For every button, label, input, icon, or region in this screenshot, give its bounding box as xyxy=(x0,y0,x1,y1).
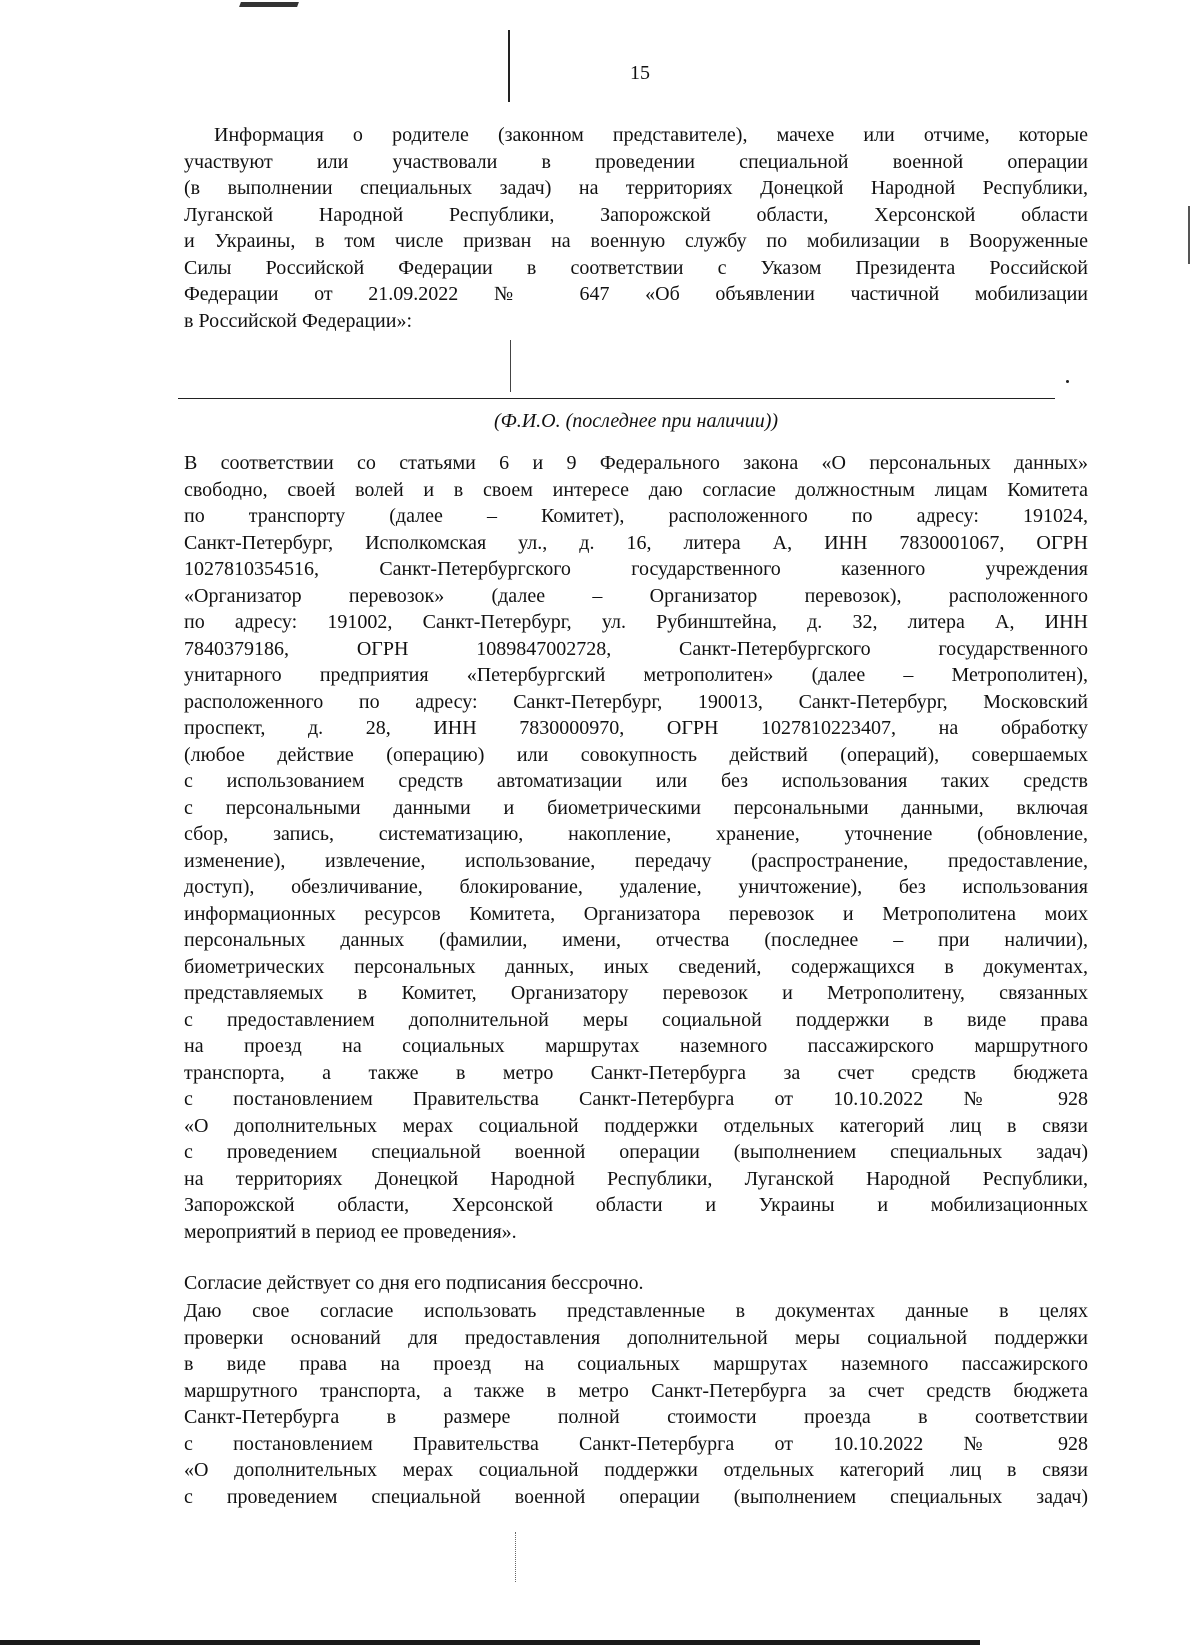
text-line: «О дополнительных мерах социальной поддержки отдельных категорий лиц в связи xyxy=(184,1459,1088,1481)
text-line: информационных ресурсов Комитета, Организатора перевозок и Метрополитена моих xyxy=(184,902,1088,925)
text-line: с проведением специальной военной операции (выполнением специальных задач) xyxy=(184,1485,1088,1508)
page-number: 15 xyxy=(630,62,650,84)
text-line: Силы Российской Федерации в соответствии с Указом Президента Российской xyxy=(184,256,1088,279)
text-line: биометрических персональных данных, иных сведений, содержащихся в документах, xyxy=(184,955,1088,978)
text-line: проверки оснований для предоставления дополнительной меры социальной поддержки xyxy=(184,1326,1088,1349)
scan-line xyxy=(508,30,510,102)
intro-paragraph xyxy=(184,122,1088,334)
text-line: проспект, д. 28, ИНН 7830000970, ОГРН 1027810223407, на обработку xyxy=(184,717,1088,739)
text-line: изменение), извлечение, использование, передачу (распространение, предоставление, xyxy=(184,849,1088,872)
scan-edge xyxy=(0,1640,980,1645)
text-line: (в выполнении специальных задач) на территориях Донецкой Народной Республики, xyxy=(184,177,1088,199)
text-line: (любое действие (операцию) или совокупность действий (операций), совершаемых xyxy=(184,743,1088,766)
text-line: с предоставлением дополнительной меры социальной поддержки в виде права xyxy=(184,1008,1088,1031)
text-line: с использованием средств автоматизации или без использования таких средств xyxy=(184,770,1088,792)
scan-artifact xyxy=(239,2,299,7)
text-line: 7840379186, ОГРН 1089847002728, Санкт-Петербургского государственного xyxy=(184,637,1088,660)
text-line: Даю свое согласие использовать представленные в документах данные в целях xyxy=(184,1300,1088,1322)
text-line: участвуют или участвовали в проведении специальной военной операции xyxy=(184,150,1088,173)
text-line: с проведением специальной военной операции (выполнением специальных задач) xyxy=(184,1141,1088,1163)
text-line: расположенного по адресу: Санкт-Петербург, 190013, Санкт-Петербург, Московский xyxy=(184,690,1088,713)
text-line: унитарного предприятия «Петербургский метрополитен» (далее – Метрополитен), xyxy=(184,664,1088,686)
text-line: Информация о родителе (законном представителе), мачехе или отчиме, которые xyxy=(214,124,1088,146)
text-line: Санкт-Петербурга в размере полной стоимости проезда в соответствии xyxy=(184,1406,1088,1428)
text-line: с персональными данными и биометрическими персональными данными, включая xyxy=(184,796,1088,819)
text-line: Федерации от 21.09.2022 № 647 «Об объявлении частичной мобилизации xyxy=(184,283,1088,305)
text-line: Согласие действует со дня его подписания бессрочно. xyxy=(184,1272,644,1294)
text-line: в виде права на проезд на социальных маршрутах наземного пассажирского xyxy=(184,1353,1088,1375)
signature-line xyxy=(178,398,1055,399)
text-line: маршрутного транспорта, а также в метро Санкт-Петербурга за счет средств бюджета xyxy=(184,1379,1088,1402)
text-line: Луганской Народной Республики, Запорожской области, Херсонской области xyxy=(184,203,1088,226)
text-line: «Организатор перевозок» (далее – Организатор перевозок), расположенного xyxy=(184,584,1088,607)
text-line: транспорта, а также в метро Санкт-Петербурга за счет средств бюджета xyxy=(184,1061,1088,1084)
validity-paragraph xyxy=(184,1270,1088,1297)
text-line: по адресу: 191002, Санкт-Петербург, ул. Рубинштейна, д. 32, литера А, ИНН xyxy=(184,611,1088,633)
text-line: на территориях Донецкой Народной Республики, Луганской Народной Республики, xyxy=(184,1167,1088,1190)
signature-caption: (Ф.И.О. (последнее при наличии)) xyxy=(493,410,779,432)
text-line: сбор, запись, систематизацию, накопление, хранение, уточнение (обновление, xyxy=(184,823,1088,845)
text-line: персональных данных (фамилии, имени, отчества (последнее – при наличии), xyxy=(184,929,1088,951)
text-line: доступ), обезличивание, блокирование, удаление, уничтожение), без использования xyxy=(184,876,1088,898)
usage-paragraph xyxy=(184,1298,1088,1510)
scan-line xyxy=(515,1532,517,1582)
text-line: и Украины, в том числе призван на военную службу по мобилизации в Вооруженные xyxy=(184,230,1088,252)
scan-line xyxy=(1188,206,1190,264)
text-line: Санкт-Петербург, Исполкомская ул., д. 16, литера А, ИНН 7830001067, ОГРН xyxy=(184,531,1088,554)
text-line: с постановлением Правительства Санкт-Петербурга от 10.10.2022 № 928 xyxy=(184,1088,1088,1110)
text-line: в Российской Федерации»: xyxy=(184,309,413,332)
text-line: «О дополнительных мерах социальной поддержки отдельных категорий лиц в связи xyxy=(184,1114,1088,1137)
text-line: 1027810354516, Санкт-Петербургского государственного казенного учреждения xyxy=(184,558,1088,580)
text-line: мероприятий в период ее проведения». xyxy=(184,1220,517,1243)
text-line: по транспорту (далее – Комитет), расположенного по адресу: 191024, xyxy=(184,505,1088,527)
text-line: представляемых в Комитет, Организатору перевозок и Метрополитену, связанных xyxy=(184,982,1088,1004)
scan-line xyxy=(510,340,511,392)
consent-paragraph xyxy=(184,450,1088,1245)
text-line: В соответствии со статьями 6 и 9 Федерального закона «О персональных данных» xyxy=(184,452,1088,474)
text-line: с постановлением Правительства Санкт-Петербурга от 10.10.2022 № 928 xyxy=(184,1432,1088,1455)
text-line: на проезд на социальных маршрутах наземного пассажирского маршрутного xyxy=(184,1035,1088,1057)
scan-artifact xyxy=(1066,380,1069,383)
text-line: Запорожской области, Херсонской области и Украины и мобилизационных xyxy=(184,1194,1088,1216)
text-line: свободно, своей волей и в своем интересе даю согласие должностным лицам Комитета xyxy=(184,478,1088,501)
